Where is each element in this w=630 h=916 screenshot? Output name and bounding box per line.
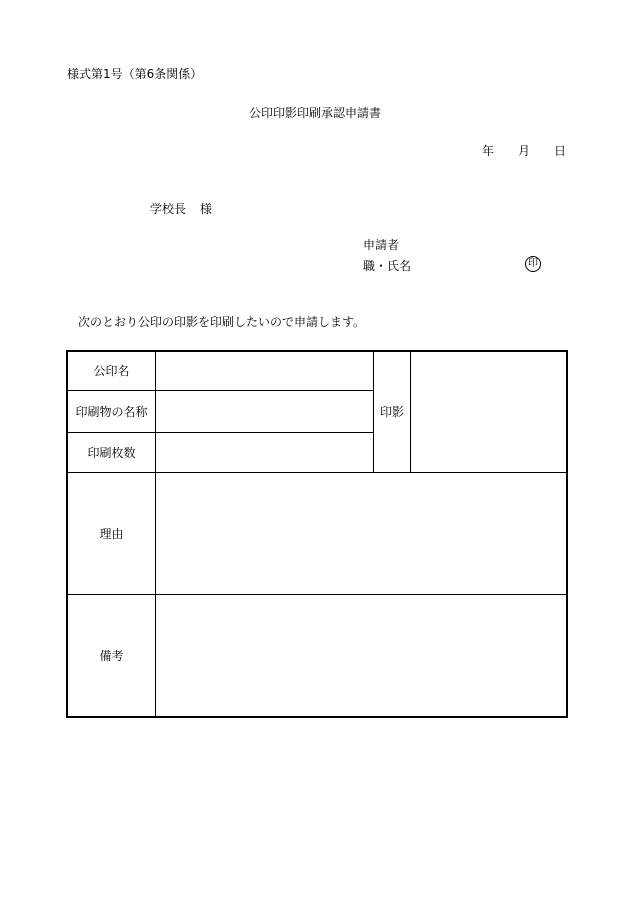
form-number: 様式第1号（第6条関係） [67, 67, 203, 81]
date-line [482, 145, 566, 157]
remarks-field[interactable] [156, 595, 566, 716]
reason-label: 理由 [99, 526, 124, 541]
seal-impression-area[interactable] [411, 352, 566, 472]
intro-text: 次のとおり公印の印影を印刷したいので申請します。 [78, 315, 366, 329]
addressee-name: 学校長 [150, 202, 187, 216]
applicant-label: 申請者 [363, 238, 400, 252]
position-name-label: 職・氏名 [363, 259, 412, 273]
addressee-honorific: 様 [200, 202, 213, 216]
addressee [150, 203, 212, 215]
document-title: 公印印影印刷承認申請書 [248, 106, 381, 120]
seal-impression-label: 印影 [379, 405, 404, 419]
seal-name-field[interactable] [156, 352, 373, 390]
year-label: 年 [482, 144, 495, 158]
application-form-table [66, 350, 568, 718]
seal-name-label: 公印名 [93, 364, 130, 378]
reason-field[interactable] [156, 473, 566, 594]
month-label: 月 [518, 144, 531, 158]
print-count-field[interactable] [156, 433, 373, 472]
printed-item-name-field[interactable] [156, 391, 373, 432]
print-count-label: 印刷枚数 [87, 445, 136, 460]
day-label: 日 [554, 144, 567, 158]
printed-item-name-label: 印刷物の名称 [75, 404, 148, 419]
seal-mark: 印 [525, 256, 541, 272]
remarks-label: 備考 [99, 648, 124, 663]
